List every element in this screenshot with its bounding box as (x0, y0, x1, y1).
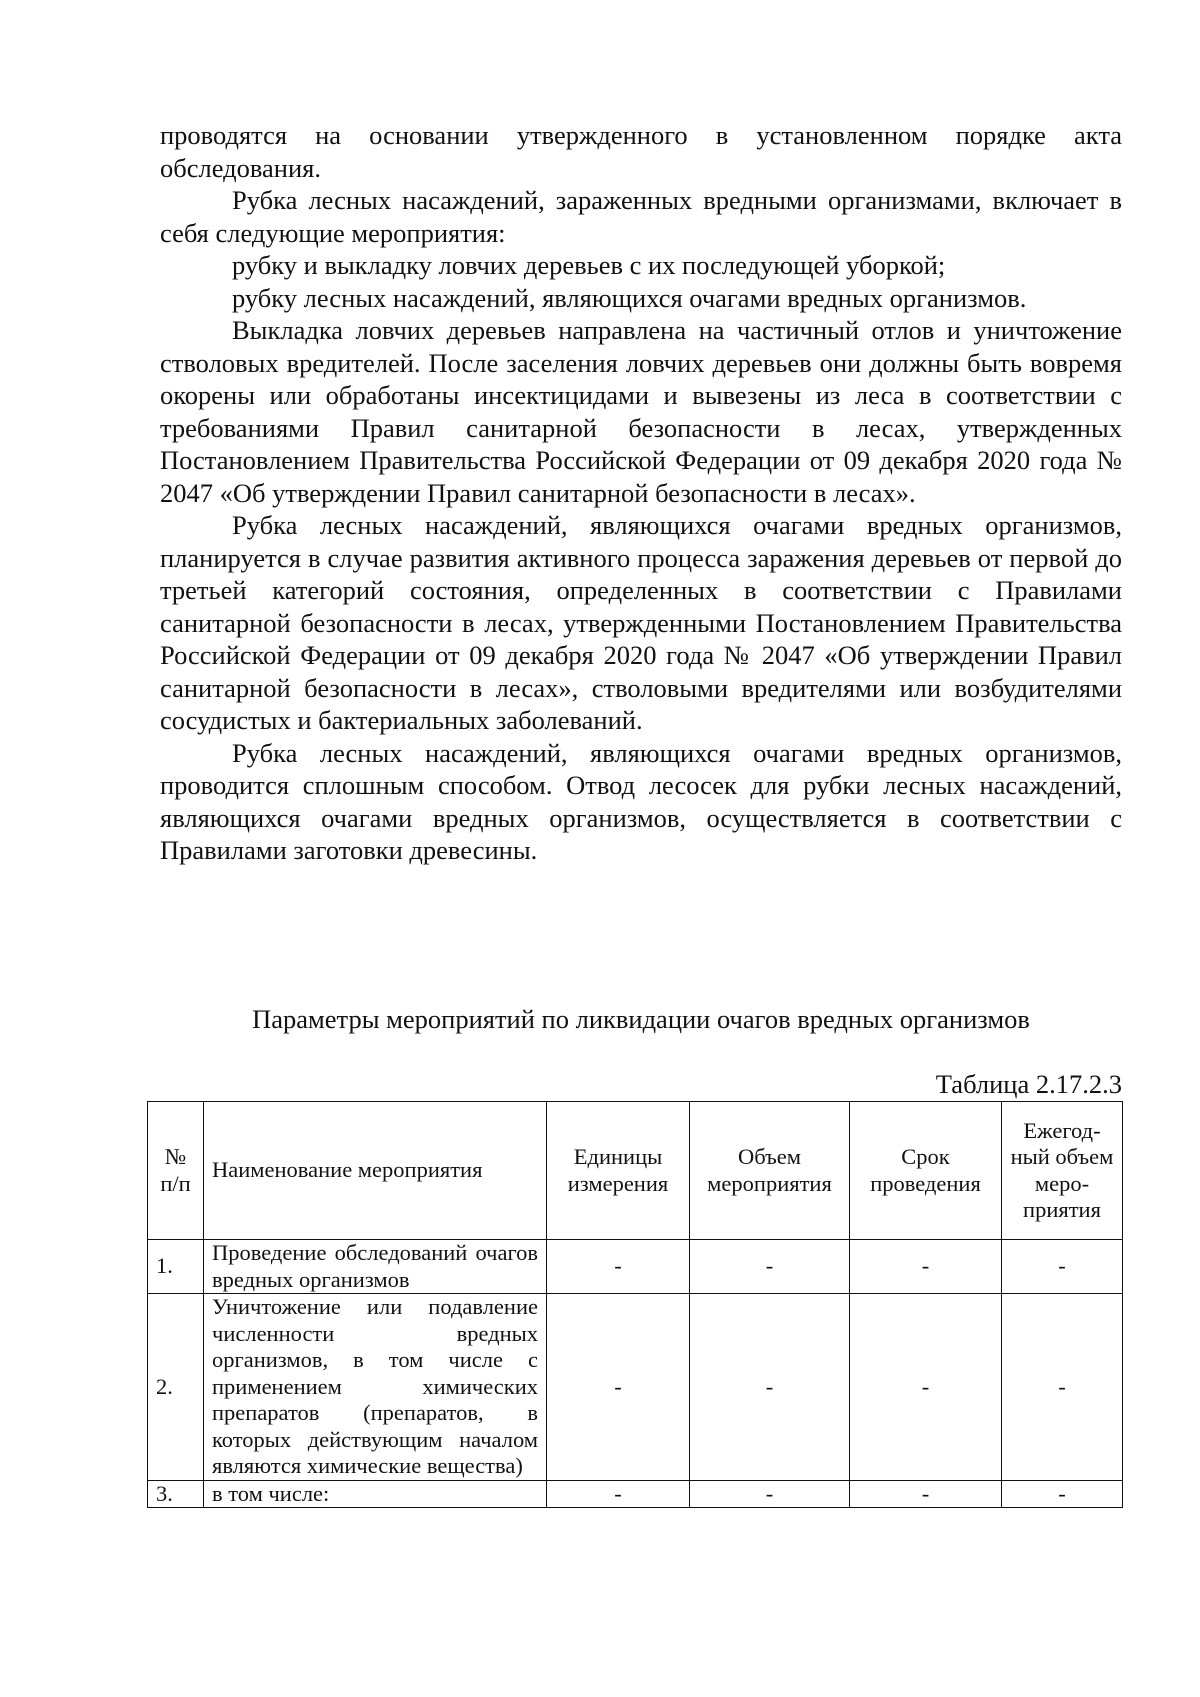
paragraph: Рубка лесных насаждений, являющихся очагами вредных организмов, проводится сплошным способом. Отвод лесосек для рубки лесных насаждений, являющихся очагами вредных организмов, осуществляется в соответствии с Правилами заготовки древесины. (160, 737, 1122, 865)
header-num: № п/п (148, 1102, 204, 1240)
row-name: в том числе: (204, 1480, 547, 1508)
table-row (148, 1294, 1123, 1481)
list-item: рубку и выкладку ловчих деревьев с их последующей уборкой; (232, 250, 946, 280)
header-unit: Единицы измерения (547, 1102, 690, 1240)
row-annual: - (1002, 1294, 1123, 1481)
row-unit: - (547, 1480, 690, 1508)
paragraph: проводятся на основании утвержденного в установленном порядке акта обследования. (160, 120, 1122, 183)
row-volume: - (690, 1294, 850, 1481)
header-annual: Ежегод-ный объем меро-приятия (1002, 1102, 1123, 1240)
row-name: Уничтожение или подавление численности вредных организмов, в том числе с применением химических препаратов (препаратов, в которых действующим началом являются химические вещества) (204, 1294, 547, 1481)
measures-table (147, 1101, 1123, 1508)
table-number: Таблица 2.17.2.3 (935, 1069, 1122, 1099)
row-num: 3. (148, 1480, 204, 1508)
row-volume: - (690, 1240, 850, 1294)
row-term: - (850, 1240, 1002, 1294)
row-term: - (850, 1480, 1002, 1508)
paragraph: Рубка лесных насаждений, являющихся очагами вредных организмов, планируется в случае развития активного процесса заражения деревьев от первой до третьей категорий состояния, определенных в соответствии с Правилами санитарной безопасности в лесах, утвержденными Постановлением Правительства Российской Федерации от 09 декабря 2020 года № 2047 «Об утверждении Правил санитарной безопасности в лесах», стволовыми вредителями или возбудителями сосудистых и бактериальных заболеваний. (160, 510, 1122, 735)
row-volume: - (690, 1480, 850, 1508)
row-unit: - (547, 1294, 690, 1481)
body-text (160, 119, 1122, 867)
row-annual: - (1002, 1480, 1123, 1508)
row-annual: - (1002, 1240, 1123, 1294)
list-item: рубку лесных насаждений, являющихся очагами вредных организмов. (232, 282, 1027, 313)
header-name: Наименование мероприятия (204, 1102, 547, 1240)
row-num: 2. (148, 1294, 204, 1481)
row-num: 1. (148, 1240, 204, 1294)
row-name: Проведение обследований очагов вредных организмов (204, 1240, 547, 1294)
table-row (148, 1240, 1123, 1294)
table-title: Параметры мероприятий по ликвидации очагов вредных организмов (252, 1004, 1030, 1034)
paragraph: Выкладка ловчих деревьев направлена на частичный отлов и уничтожение стволовых вредителей. После заселения ловчих деревьев они должны быть вовремя окорены или обработаны инсектицидами и вывезены из леса в соответствии с требованиями Правил санитарной безопасности в лесах, утвержденных Постановлением Правительства Российской Федерации от 09 декабря 2020 года № 2047 «Об утверждении Правил санитарной безопасности в лесах». (160, 315, 1122, 508)
table-header-row (148, 1102, 1123, 1240)
paragraph: Рубка лесных насаждений, зараженных вредными организмами, включает в себя следующие мероприятия: (160, 185, 1122, 248)
header-term: Срок проведения (850, 1102, 1002, 1240)
row-term: - (850, 1294, 1002, 1481)
table-row (148, 1480, 1123, 1508)
row-unit: - (547, 1240, 690, 1294)
header-volume: Объем мероприятия (690, 1102, 850, 1240)
